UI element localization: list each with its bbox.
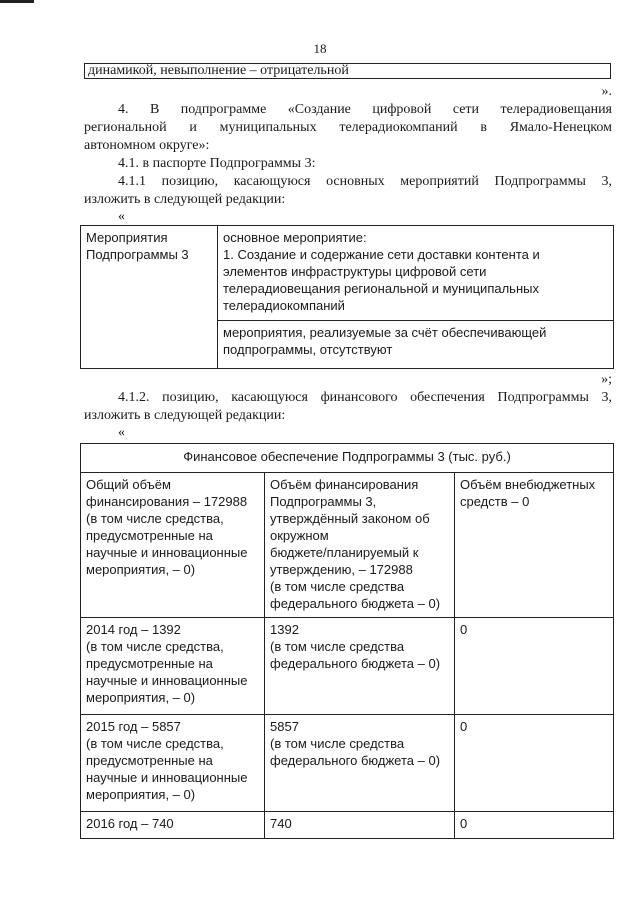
cell-line: Подпрограммы 3, xyxy=(270,494,377,509)
events-table xyxy=(80,225,614,369)
year-2015-extrabudgetary-cell: 0 xyxy=(455,715,614,812)
cell-line: телерадиовещания региональной и муниципальных xyxy=(223,281,539,296)
cell-line: средств – 0 xyxy=(460,494,530,509)
table-row xyxy=(81,715,614,812)
cell-line: окружном xyxy=(270,528,329,543)
cell-line: научные и инновационные xyxy=(86,770,248,785)
other-events-cell xyxy=(218,320,614,368)
table-row xyxy=(81,473,614,618)
cell-line: утверждению, – 172988 xyxy=(270,562,413,577)
cell-line: предусмотренные на xyxy=(86,656,213,671)
paragraph-line: изложить в следующей редакции: xyxy=(84,408,286,423)
cell-line: телерадиокомпаний xyxy=(223,298,345,313)
cell-line: 1392 xyxy=(270,622,299,637)
cell-line: (в том числе средства xyxy=(270,736,405,751)
cell-line: научные и инновационные xyxy=(86,673,248,688)
year-2014-extrabudgetary-cell: 0 xyxy=(455,618,614,715)
cell-line: основное мероприятие: xyxy=(223,230,367,245)
cell-line: 5857 xyxy=(270,719,299,734)
cell-line: элементов инфраструктуры цифровой сети xyxy=(223,264,487,279)
cell-line: (в том числе средства, xyxy=(86,639,224,654)
financing-table xyxy=(80,443,614,839)
year-2016-extrabudgetary-cell: 0 xyxy=(455,812,614,839)
closing-quote-2: »; xyxy=(601,372,612,387)
cell-line: мероприятия, – 0) xyxy=(86,787,196,802)
cell-line: федерального бюджета – 0) xyxy=(270,753,441,768)
cell-line: (в том числе средства, xyxy=(86,511,224,526)
open-quote-2: « xyxy=(118,425,125,440)
paragraph-line: 4.1.1 позицию, касающуюся основных мероприятий Подпрограммы 3, xyxy=(118,174,612,189)
cell-line: подпрограммы, отсутствуют xyxy=(223,341,393,357)
cell-line: Общий объём xyxy=(86,477,171,492)
budget-financing-cell xyxy=(265,473,455,618)
year-2016-cell: 2016 год – 740 xyxy=(81,812,265,839)
previous-table-fragment: динамикой, невыполнение – отрицательной xyxy=(84,63,611,79)
year-2016-budget-cell: 740 xyxy=(265,812,455,839)
cell-line: (в том числе средства xyxy=(270,579,405,594)
table-header-row xyxy=(81,444,614,473)
cell-line: мероприятия, – 0) xyxy=(86,562,196,577)
total-financing-cell xyxy=(81,473,265,618)
paragraph-line: изложить в следующей редакции: xyxy=(84,192,286,207)
closing-quote-1: ». xyxy=(601,84,612,99)
page-number: 18 xyxy=(313,41,327,56)
cell-line: утверждённый законом об xyxy=(270,511,430,526)
table-row xyxy=(81,618,614,715)
cell-line: предусмотренные на xyxy=(86,528,213,543)
cell-line: (в том числе средства xyxy=(270,639,405,654)
events-label-cell: Мероприятия Подпрограммы 3 xyxy=(81,226,218,369)
year-2015-cell xyxy=(81,715,265,812)
cell-line: 2014 год – 1392 xyxy=(86,622,181,637)
table-header: Финансовое обеспечение Подпрограммы 3 (тыс. руб.) xyxy=(81,444,614,473)
cell-line: научные и инновационные xyxy=(86,545,248,560)
open-quote-1: « xyxy=(118,209,125,224)
table-row xyxy=(81,226,614,321)
paragraph-line: автономном округе»: xyxy=(84,138,210,153)
cell-line: финансирования – 172988 xyxy=(86,494,248,509)
year-2015-budget-cell xyxy=(265,715,455,812)
cell-line: (в том числе средства, xyxy=(86,736,224,751)
cell-line: Объём финансирования xyxy=(270,477,419,492)
cell-line: Объём внебюджетных xyxy=(460,477,596,492)
cell-line: 1. Создание и содержание сети доставки контента и xyxy=(223,247,540,262)
main-event-cell xyxy=(218,226,614,321)
cell-line: предусмотренные на xyxy=(86,753,213,768)
cell-line: 2015 год – 5857 xyxy=(86,719,181,734)
paragraph-line: региональной и муниципальных телерадиокомпаний в Ямало-Ненецком xyxy=(84,120,612,135)
cell-line: федерального бюджета – 0) xyxy=(270,596,441,611)
year-2014-budget-cell xyxy=(265,618,455,715)
year-2014-cell xyxy=(81,618,265,715)
cell-line: федерального бюджета – 0) xyxy=(270,656,441,671)
cell-line: бюджете/планируемый к xyxy=(270,545,419,560)
top-edge-mark xyxy=(0,0,34,3)
paragraph-line: 4. В подпрограмме «Создание цифровой сети телерадиовещания xyxy=(118,102,612,117)
table-row xyxy=(81,812,614,839)
cell-line: мероприятия, – 0) xyxy=(86,690,196,705)
paragraph-4-1: 4.1. в паспорте Подпрограммы 3: xyxy=(118,156,316,171)
cell-line: мероприятия, реализуемые за счёт обеспечивающей xyxy=(223,324,547,340)
extrabudgetary-cell xyxy=(455,473,614,618)
paragraph-line: 4.1.2. позицию, касающуюся финансового обеспечения Подпрограммы 3, xyxy=(118,390,612,405)
